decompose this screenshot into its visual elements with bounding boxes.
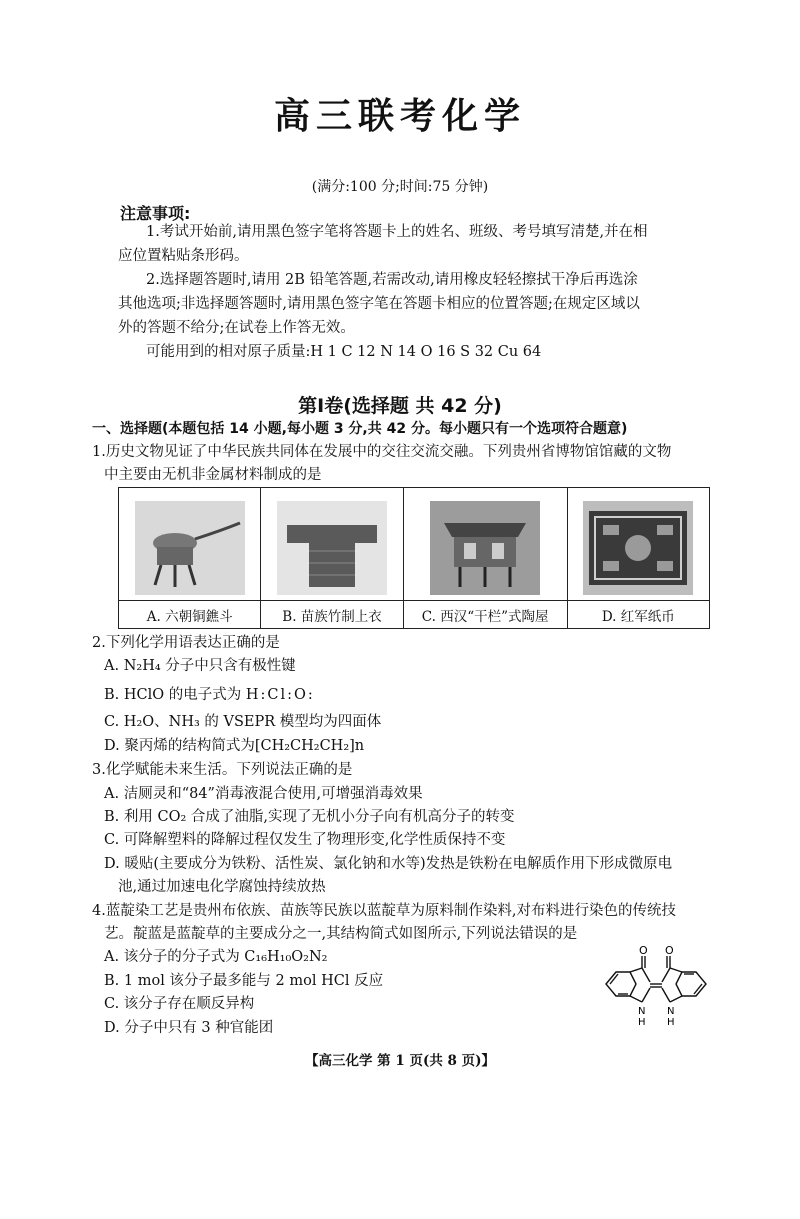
q2-stem: 2.下列化学用语表达正确的是 xyxy=(92,635,280,651)
artifact-c-cell xyxy=(403,488,567,601)
pottery-house-image xyxy=(430,501,540,595)
q4-stem-line1: 4.蓝靛染工艺是贵州布依族、苗族等民族以蓝靛草为原料制作染料,对布料进行染色的传统技 xyxy=(92,903,676,919)
q2-option-a: A. N₂H₄ 分子中只含有极性键 xyxy=(104,658,296,674)
q2-option-d xyxy=(104,735,364,758)
notice-item2-line3: 外的答题不给分;在试卷上作答无效。 xyxy=(118,320,355,336)
nh-label-right: N xyxy=(667,1006,675,1017)
q4-option-b: B. 1 mol 该分子最多能与 2 mol HCl 反应 xyxy=(104,973,384,989)
paper-currency-image xyxy=(583,501,693,595)
q4-option-a: A. 该分子的分子式为 C₁₆H₁₀O₂N₂ xyxy=(104,949,328,965)
q4-option-d: D. 分子中只有 3 种官能团 xyxy=(104,1020,274,1036)
q3-option-d-line1: D. 暖贴(主要成分为铁粉、活性炭、氯化钠和水等)发热是铁粉在电解质作用下形成微原电 xyxy=(104,856,673,872)
caption-b: B. 苗族竹制上衣 xyxy=(261,601,403,629)
bamboo-garment-image xyxy=(277,501,387,595)
caption-c: C. 西汉“干栏”式陶屋 xyxy=(403,601,567,629)
q3-option-a: A. 洁厕灵和“84”消毒液混合使用,可增强消毒效果 xyxy=(104,786,423,802)
q4-stem-line2: 艺。靛蓝是蓝靛草的主要成分之一,其结构简式如图所示,下列说法错误的是 xyxy=(104,926,578,942)
page-footer: 【高三化学 第 1 页(共 8 页)】 xyxy=(304,1053,496,1069)
oxygen-label-left: O xyxy=(639,944,648,957)
q2-option-c: C. H₂O、NH₃ 的 VSEPR 模型均为四面体 xyxy=(104,714,382,730)
indigo-structure-diagram xyxy=(596,944,716,1034)
q3-option-b: B. 利用 CO₂ 合成了油脂,实现了无机小分子向有机高分子的转变 xyxy=(104,809,515,825)
q1-artifact-table xyxy=(118,487,710,629)
exam-meta: (满分:100 分;时间:75 分钟) xyxy=(311,179,489,195)
part-heading: 一、选择题(本题包括 14 小题,每小题 3 分,共 42 分。每小题只有一个选项符合题意) xyxy=(92,421,628,437)
notice-item1-line1: 1.考试开始前,请用黑色签字笔将答题卡上的姓名、班级、考号填写清楚,并在相 xyxy=(146,224,648,240)
atomic-masses: 可能用到的相对原子质量:H 1 C 12 N 14 O 16 S 32 Cu 64 xyxy=(146,344,542,360)
notice-item1-line2: 应位置粘贴条形码。 xyxy=(118,248,249,264)
q3-option-d-line2: 池,通过加速电化学腐蚀持续放热 xyxy=(118,879,326,895)
artifact-d-cell xyxy=(567,488,709,601)
bronze-vessel-image xyxy=(135,501,245,595)
section-title: 第Ⅰ卷(选择题 共 42 分) xyxy=(298,395,502,417)
artifact-a-cell xyxy=(119,488,261,601)
nh-label-left: N xyxy=(638,1006,646,1017)
hclo-electron-formula: H:Cl:O: xyxy=(245,687,315,703)
nh-label-left-h: H xyxy=(638,1017,646,1028)
q3-stem: 3.化学赋能未来生活。下列说法正确的是 xyxy=(92,762,353,778)
q2-option-b-text: B. HClO 的电子式为 xyxy=(104,687,246,703)
q2-option-b xyxy=(104,684,315,707)
notice-heading: 注意事项: xyxy=(120,204,191,223)
q3-option-c: C. 可降解塑料的降解过程仅发生了物理形变,化学性质保持不变 xyxy=(104,832,506,848)
polypropylene-formula: [CH₂CH₂CH₂]n xyxy=(254,738,365,754)
oxygen-label-right: O xyxy=(665,944,674,957)
page-title: 高三联考化学 xyxy=(273,96,526,137)
nh-label-right-h: H xyxy=(667,1017,675,1028)
q4-option-c: C. 该分子存在顺反异构 xyxy=(104,996,255,1012)
artifact-b-cell xyxy=(261,488,403,601)
notice-item2-line2: 其他选项;非选择题答题时,请用黑色签字笔在答题卡相应的位置答题;在规定区域以 xyxy=(118,296,640,312)
notice-item2-line1: 2.选择题答题时,请用 2B 铅笔答题,若需改动,请用橡皮轻轻擦拭干净后再选涂 xyxy=(146,272,638,288)
caption-d: D. 红军纸币 xyxy=(567,601,709,629)
q1-stem-line1: 1.历史文物见证了中华民族共同体在发展中的交往交流交融。下列贵州省博物馆馆藏的文物 xyxy=(92,444,672,460)
q1-stem-line2: 中主要由无机非金属材料制成的是 xyxy=(104,467,322,483)
caption-a: A. 六朝铜鐎斗 xyxy=(119,601,261,629)
q2-option-d-text: D. 聚丙烯的结构简式为 xyxy=(104,738,255,754)
